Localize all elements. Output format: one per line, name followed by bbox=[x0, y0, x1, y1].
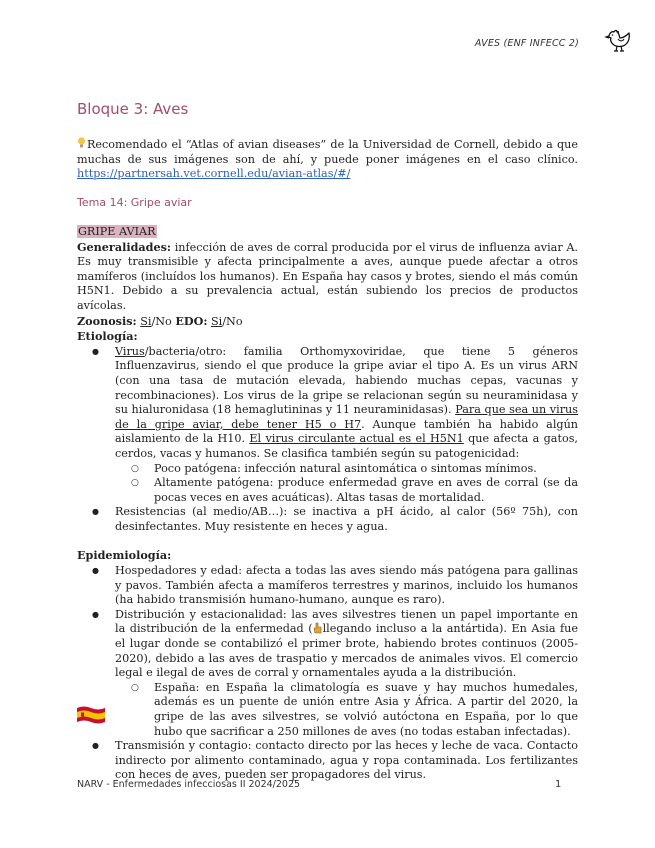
footer-text: NARV - Enfermedades infecciosas II 2024/2025 bbox=[77, 779, 301, 790]
block-title: Bloque 3: Aves bbox=[77, 100, 189, 118]
tema-title: Tema 14: Gripe aviar bbox=[77, 196, 192, 209]
pointing-finger-icon bbox=[313, 622, 323, 634]
main-body bbox=[77, 225, 578, 783]
page-number: 1 bbox=[555, 779, 562, 790]
patogenicidad-list bbox=[115, 462, 578, 506]
atlas-link[interactable]: https://partnersah.vet.cornell.edu/avian-atlas/#/ bbox=[77, 167, 351, 180]
etiologia-list bbox=[77, 345, 578, 535]
generalidades-paragraph: Generalidades: infección de aves de corral producida por el virus de influenza aviar A. Es muy transmisible y afecta principalmente a aves, aunque puede afectar a otros mamíferos (incluídos los humanos). En España hay casos y brotes, siendo el más común H5N1. Debido a su prevalencia actual, están subiendo los precios de productos avícolas. bbox=[77, 239, 578, 312]
epidemiologia-heading: Epidemiología: bbox=[77, 548, 172, 563]
hen-icon bbox=[603, 24, 633, 54]
espana-list bbox=[115, 681, 578, 739]
recommendation-paragraph bbox=[77, 137, 578, 182]
list-item: ● Hospedadores y edad: afecta a todas las aves siendo más patógena para gallinas y pavos. También afecta a mamíferos terrestres y marinos, incluido los humanos (ha habido transmisión humano-humano, aunque es raro). bbox=[77, 564, 578, 608]
header-title: AVES (ENF INFECC 2) bbox=[474, 38, 579, 49]
lightbulb-icon bbox=[77, 137, 86, 149]
list-item: ● Transmisión y contagio: contacto directo por las heces y leche de vaca. Contacto indirecto por alimento contaminado, agua y ropa contaminada. Los fertilizantes con heces de aves, pueden ser propagadores del virus. bbox=[77, 739, 578, 783]
spain-flag-icon bbox=[75, 705, 107, 725]
list-item: ○ Poco patógena: infección natural asintomática o sintomas mínimos. bbox=[115, 462, 578, 477]
recommendation-text: Recomendado el “Atlas of avian diseases” de la Universidad de Cornell, debido a que muchas de sus imágenes son de ahí, y puede poner imágenes en el caso clínico. bbox=[77, 138, 578, 166]
list-item: ○ Altamente patógena: produce enfermedad grave en aves de corral (se da pocas veces en aves acuáticas). Altas tasas de mortalidad. bbox=[115, 476, 578, 505]
epidemiologia-list bbox=[77, 564, 578, 783]
etiologia-heading: Etiología: bbox=[77, 329, 138, 344]
section-label: GRIPE AVIAR bbox=[78, 225, 156, 238]
zoonosis-line: Zoonosis: Si/No EDO: Si/No bbox=[77, 313, 243, 328]
list-item: ● Distribución y estacionalidad: las aves silvestres tienen un papel importante en la distribución de la enfermedad ( llegando incluso a la antártida). En Asia fue el lugar donde se contabilizó el primer brote, habiendo brotes continuos (2005-2020), debido a las aves de traspatio y mercados de animales vivos. El comercio legal e ilegal de aves de corral y ornamentales ayuda a la distribución. ○ España: en España la climatología es suave y hay muchos humedales, además es un puente de unión entre Asia y África. A partir del 2020, la gripe de las aves silvestres, se volvió autóctona en España, por lo que hubo que sacrificar a 250 millones de aves (no todas estaban infectadas). bbox=[77, 608, 578, 739]
list-item: ● Virus/bacteria/otro: familia Orthomyxoviridae, que tiene 5 géneros Influenzavirus, siendo el que produce la gripe aviar el tipo A. Es un virus ARN (con una tasa de mutación elevada, habiendo muchas cepas, vacunas y recombinaciones). Los virus de la gripe se relacionan según su neuraminidasa y su hialuronidasa (18 hemaglutininas y 11 neuraminidasas). Para que sea un virus de la gripe aviar, debe tener H5 o H7. Aunque también ha habido algún aislamiento de la H10. El virus circulante actual es el H5N1 que afecta a gatos, cerdos, vacas y humanos. Se clasifica también según su patogenicidad: ○ Poco patógena: infección natural asintomática o sintomas mínimos. ○ Altamente patógena: produce enfermedad grave en aves de corral (se da pocas veces en aves acuáticas). Altas tasas de mortalidad. bbox=[77, 345, 578, 506]
list-item: ● Resistencias (al medio/AB…): se inactiva a pH ácido, al calor (56º 75h), con desinfectantes. Muy resistente en heces y agua. bbox=[77, 505, 578, 534]
list-item: ○ España: en España la climatología es suave y hay muchos humedales, además es un puente de unión entre Asia y África. A partir del 2020, la gripe de las aves silvestres, se volvió autóctona en España, por lo que hubo que sacrificar a 250 millones de aves (no todas estaban infectadas). bbox=[115, 681, 578, 739]
